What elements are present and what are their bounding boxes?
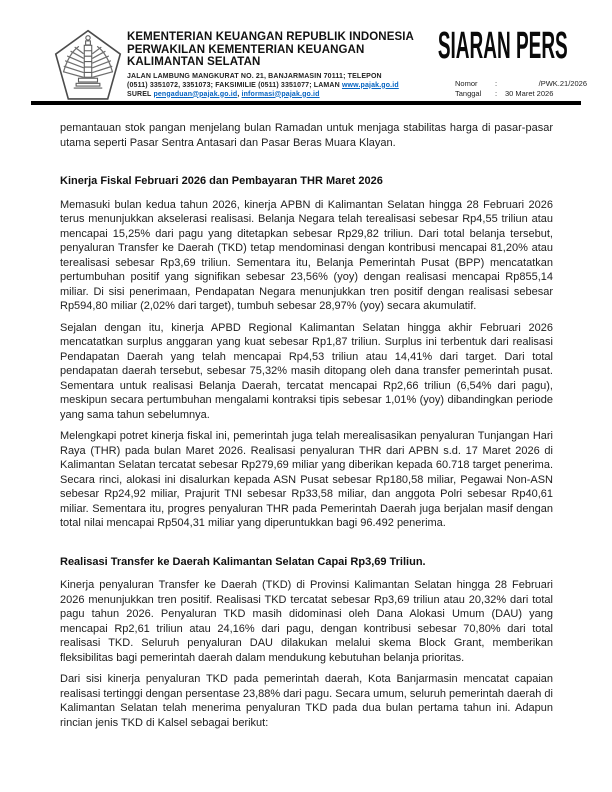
nomor-label: Nomor — [455, 79, 478, 88]
email-link-informasi[interactable]: informasi@pajak.go.id — [241, 90, 320, 98]
nomor-row — [455, 79, 587, 89]
org-identity-block — [127, 31, 457, 99]
email-link-pengaduan[interactable]: pengaduan@pajak.go.id — [153, 90, 238, 98]
nomor-value: /PWK.21/2026 — [538, 79, 587, 88]
press-release-title: SIARAN PERS — [438, 25, 568, 67]
tanggal-row — [455, 89, 587, 99]
body-paragraph: Memasuki bulan kedua tahun 2026, kinerja APBN di Kalimantan Selatan hingga 28 Februari 2026 terus menunjukkan akselerasi realisasi. Belanja Negara telah terealisasi sebesar Rp4,55 triliun atau mencapai 15,25% dari pagu yang ditetapkan sebesar Rp29,82 triliun. Dari total belanja tersebut, penyaluran Transfer ke Daerah (TKD) tetap mendominasi dengan kontribusi mencapai 81,20% atau terealisasi sebesar Rp3,69 triliun. Sementara itu, Belanja Pemerintah Pusat (BPP) mencatatkan pertumbuhan positif yang signifikan sebesar 23,56% (yoy) dengan realisasi mencapai Rp855,14 miliar. Di sisi penerimaan, Pendapatan Negara menunjukkan tren positif dengan realisasi sebesar Rp594,80 miliar (2,02% dari target), tumbuh sebesar 28,97% (yoy) secara akumulatif. — [60, 198, 553, 312]
org-name-line2: PERWAKILAN KEMENTERIAN KEUANGAN — [127, 43, 365, 56]
kemenkeu-logo-icon — [54, 29, 122, 101]
org-address-block — [127, 72, 457, 99]
nomor-colon: : — [495, 79, 498, 88]
section-heading-fiskal: Kinerja Fiskal Februari 2026 dan Pembayaran THR Maret 2026 — [60, 175, 383, 187]
tanggal-label: Tanggal — [455, 88, 482, 98]
document-meta-block — [455, 79, 587, 98]
tanggal-value: 30 Maret 2026 — [505, 88, 554, 98]
email-separator: , — [237, 90, 242, 98]
org-name-line1: KEMENTERIAN KEUANGAN REPUBLIK INDONESIA — [127, 31, 414, 43]
body-paragraph: Sejalan dengan itu, kinerja APBD Regional Kalimantan Selatan hingga akhir Februari 2026 mencatatkan surplus anggaran yang kuat sebesar Rp1,87 triliun. Surplus ini terbentuk dari realisasi Pendapatan Daerah yang telah mencapai Rp4,53 triliun atau 14,41% dari target. Dari total pendapatan daerah tersebut, sebesar 75,32% masih ditopang oleh dana transfer pemerintah pusat. Sementara untuk realisasi Belanja Daerah, tercatat mencapai Rp2,66 triliun (6,54% dari pagu), meskipun secara pertumbuhan mengalami kontraksi tipis sebesar 1,01% (yoy) dibandingkan periode yang sama tahun sebelumnya. — [60, 321, 553, 421]
address-line3-text: SUREL — [127, 90, 154, 98]
document-body — [60, 121, 553, 730]
section-heading-tkd: Realisasi Transfer ke Daerah Kalimantan Selatan Capai Rp3,69 Triliun. — [60, 555, 426, 568]
address-line2-text: (0511) 3351072, 3351073; FAKSIMILIE (0511) 3351077; LAMAN — [127, 81, 342, 89]
intro-paragraph: pemantauan stok pangan menjelang bulan Ramadan untuk menjaga stabilitas harga di pasar-pasar utama seperti Pasar Sentra Antasari dan Pasar Beras Muara Klayan. — [60, 122, 553, 149]
website-link[interactable]: www.pajak.go.id — [341, 81, 399, 89]
body-paragraph: Melengkapi potret kinerja fiskal ini, pemerintah juga telah merealisasikan penyaluran Tunjangan Hari Raya (THR) pada bulan Maret 2026. Realisasi penyaluran THR dari APBN s.d. 17 Maret 2026 di Kalimantan Selatan tercatat sebesar Rp279,69 miliar yang diberikan kepada 60.718 target penerima. Secara rinci, alokasi ini disalurkan kepada ASN Pusat sebesar Rp180,58 miliar, Pegawai Non-ASN sebesar Rp24,92 miliar, Prajurit TNI sebesar Rp33,58 miliar, dan anggota Polri sebesar Rp40,61 miliar. Sementara itu, progres penyaluran THR pada Pemerintah Daerah juga berjalan masif dengan total nilai mencapai Rp504,31 miliar yang diperuntukkan bagi 96.492 penerima. — [60, 430, 553, 529]
body-paragraph: Dari sisi kinerja penyaluran TKD pada pemerintah daerah, Kota Banjarmasin mencatat capaian realisasi tertinggi dengan persentase 23,88% dari pagu. Secara umum, seluruh pemerintah daerah di Kalimantan Selatan telah menerima penyaluran TKD pada dua bulan pertama tahun ini. Adapun rincian jenis TKD di Kalsel sebagai berikut: — [60, 673, 553, 729]
letterhead — [0, 0, 612, 101]
org-name-line3: KALIMANTAN SELATAN — [127, 56, 261, 68]
address-line1: JALAN LAMBUNG MANGKURAT NO. 21, BANJARMASIN 70111; TELEPON — [127, 72, 382, 80]
body-paragraph: Kinerja penyaluran Transfer ke Daerah (TKD) di Provinsi Kalimantan Selatan hingga 28 Februari 2026 menunjukkan tren positif. Realisasi TKD tercatat sebesar Rp3,69 triliun atau 20,32% dari total pagu tahun 2026. Penyaluran TKD masih didominasi oleh Dana Alokasi Umum (DAU) yang mencapai Rp2,61 triliun atau 24,16% dari pagu, dengan kontribusi sebesar 70,80% dari total realisasi TKD. Seluruh penyaluran DAU dilakukan melalui skema Block Grant, memberikan fleksibilitas bagi pemerintah daerah dalam mendukung kebutuhan belanja prioritas. — [60, 579, 553, 664]
tanggal-colon: : — [495, 88, 498, 98]
letterhead-divider — [31, 101, 581, 105]
